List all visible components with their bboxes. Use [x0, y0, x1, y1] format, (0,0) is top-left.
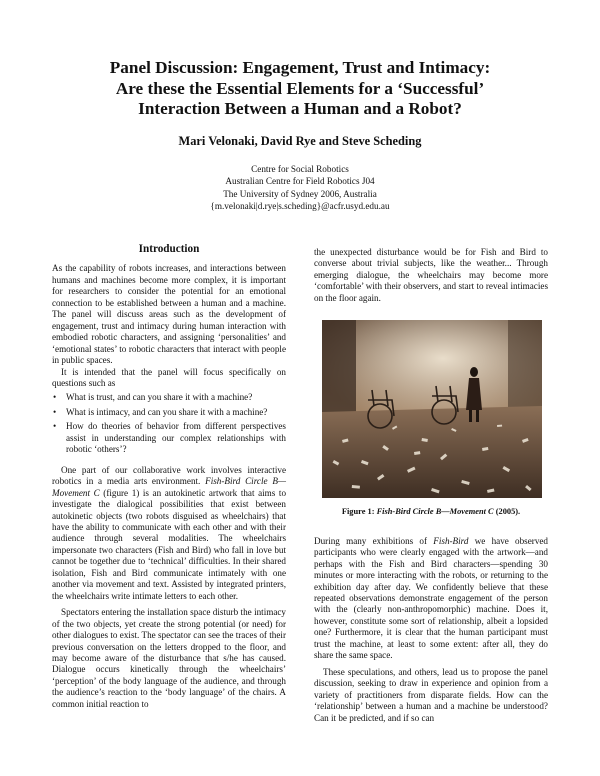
intro-paragraph-3	[52, 465, 286, 602]
affiliation-block	[180, 163, 420, 213]
question-list	[52, 392, 286, 455]
title-line-1: Panel Discussion: Engagement, Trust and Intimacy:	[109, 58, 491, 77]
caption-label: Figure 1:	[341, 507, 375, 517]
question-item: • What is trust, and can you share it with a machine?	[63, 392, 286, 403]
p2-text-b: we have observed participants who were clearly engaged with the artwork—and perhaps with the Fish and Bird characters—spending 30 minutes or more interacting with the robots, or returning to the exhibition day after day. We confidently believe that these repeated observations demonstrate engagement of the person with the (clearly non-anthropomorphic) machine. Does it, however, constitute some sort of relationship, albeit a lopsided one? Furthermore, it is clear that the human participant must trust the machine, at least to some extent: after all, they do share the same space.	[314, 535, 548, 661]
paper-title	[40, 58, 560, 120]
figure-1-caption	[314, 506, 548, 517]
affiliation-line-2: Australian Centre for Field Robotics J04	[225, 176, 375, 187]
caption-title: Fish-Bird Circle B—Movement C	[376, 507, 494, 517]
p3-text-b: (figure 1) is an autokinetic artwork that aims to investigate the dialogical possibilities that exist between autokinetic objects (two robots disguised as wheelchairs) that have the ability to communicate with each other and with their audience through several modalities. The wheelchairs impersonate two characters (Fish and Bird) who fall in love but cannot be together due to ‘technical’ difficulties. In their shared isolation, Fish and Bird communicate intimately with one another via movement and text. Assisted by integrated printers, the wheelchairs write intimate letters to each other.	[52, 487, 287, 601]
question-item: • How do theories of behavior from different perspectives assist in understanding our complex relationships with robotic ‘others’?	[63, 421, 286, 455]
right-paragraph-1: the unexpected disturbance would be for Fish and Bird to converse about trivial subjects, like the weather... Through emerging dialogue, the wheelchairs may become more ‘comfortable’ with their observers, and start to reveal intimacies on the floor again.	[314, 247, 548, 303]
affiliation-line-3: The University of Sydney 2006, Australia	[223, 188, 377, 199]
right-paragraph-3: These speculations, and others, lead us to propose the panel discussion, seeking to draw in experience and opinion from a variety of practitioners from disparate fields. How can the ‘relationship’ between a human and a machine be understood? Can it be predicted, and if so can	[314, 666, 548, 723]
artwork-title: Fish-Bird Circle B—Movement C	[52, 476, 287, 498]
p2-text-a: During many exhibitions of	[314, 535, 428, 546]
right-paragraph-2	[314, 536, 548, 662]
intro-paragraph-2: It is intended that the panel will focus specifically on questions such as	[52, 366, 286, 388]
title-line-3: Interaction Between a Human and a Robot?	[138, 99, 462, 118]
left-column	[52, 244, 286, 710]
figure-1-photo	[322, 320, 542, 498]
title-line-2: Are these the Essential Elements for a ‘Successful’	[115, 78, 485, 98]
section-heading-introduction: Introduction	[138, 243, 200, 255]
affiliation-emails: {m.velonaki|d.rye|s.scheding}@acfr.usyd.edu.au	[210, 201, 390, 212]
intro-paragraph-1: As the capability of robots increases, and interactions between humans and machines become more complex, it is important for researchers to consider the potential for an emotional connection to be established between a human and a machine. The panel will discuss areas such as the development of engagement, trust and intimacy during human interaction with embodied robotic characters, and assigning ‘personalities’ and ‘emotional states’ to robotic characters that interact with people in public spaces.	[52, 263, 286, 366]
affiliation-line-1: Centre for Social Robotics	[251, 164, 349, 174]
p3-text-a: One part of our collaborative work involves interactive robotics in a media arts environment.	[52, 464, 286, 487]
author-list: Mari Velonaki, David Rye and Steve Scheding	[178, 134, 422, 148]
fish-bird-title: Fish-Bird	[433, 535, 469, 546]
right-column	[314, 247, 548, 724]
question-item: • What is intimacy, and can you share it with a machine?	[63, 407, 286, 418]
installation-photo-image	[322, 320, 542, 498]
caption-year: (2005).	[495, 507, 521, 517]
intro-paragraph-4: Spectators entering the installation space disturb the intimacy of the two objects, yet create the strong potential (or need) for other dialogues to exist. The spectator can see the traces of their previous conversation on the letters dropped to the floor, and may become aware of the disturbance that s/he has caused. Dialogue occurs kinetically through the wheelchairs’ ‘perception’ of the body language of the audience, and through the audience’s reaction to the ‘body language’ of the chairs. A common initial reaction to	[52, 607, 286, 709]
